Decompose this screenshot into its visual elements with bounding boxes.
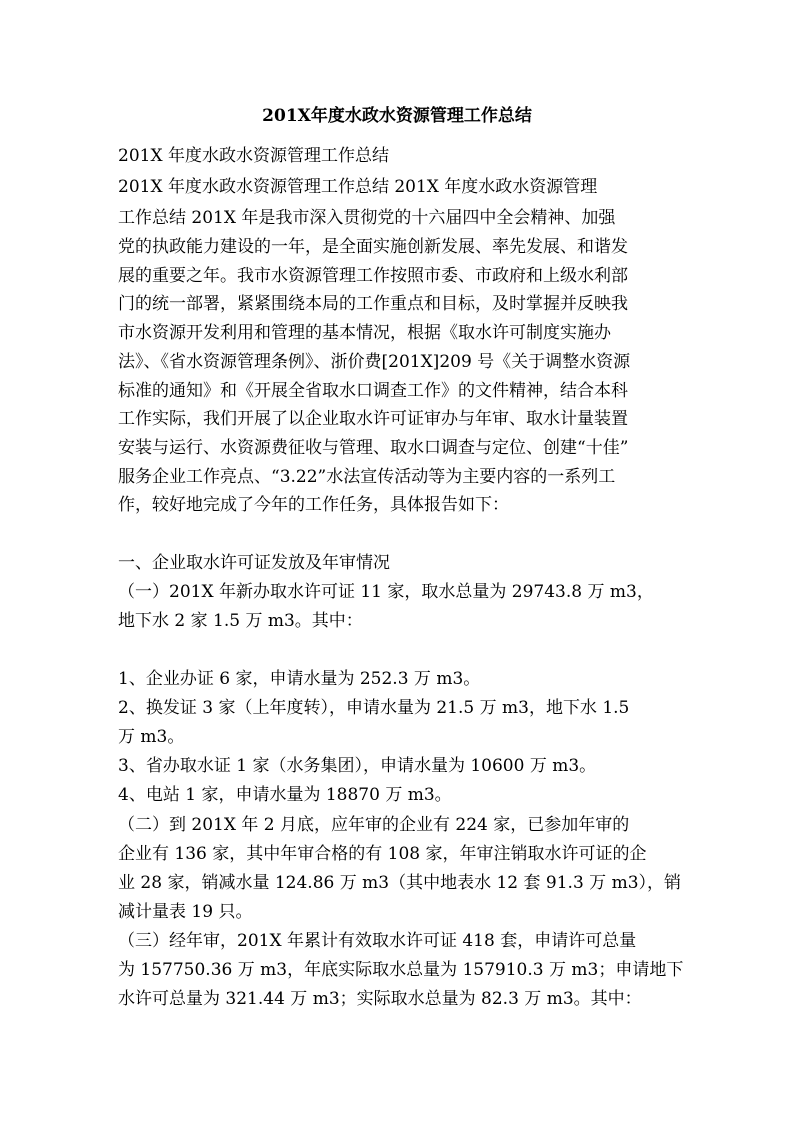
body-line: 万 m3。 <box>118 727 185 747</box>
body-line: 201X 年度水政水资源管理工作总结 201X 年度水政水资源管理 <box>118 177 598 197</box>
body-line: 服务企业工作亮点、“3.22”水法宣传活动等为主要内容的一系列工 <box>118 467 616 487</box>
body-line: （二）到 201X 年 2 月底，应年审的企业有 224 家，已参加年审的 <box>118 815 630 835</box>
body-line: 工作实际，我们开展了以企业取水许可证审办与年审、取水计量装置 <box>118 409 628 429</box>
body-line: 地下水 2 家 1.5 万 m3。其中： <box>118 611 363 631</box>
body-line: 安装与运行、水资源费征收与管理、取水口调查与定位、创建“十佳” <box>118 438 629 458</box>
body-line: 展的重要之年。我市水资源管理工作按照市委、市政府和上级水利部 <box>118 266 628 286</box>
body-line: 3、省办取水证 1 家（水务集团），申请水量为 10600 万 m3。 <box>118 756 597 776</box>
body-line: （一）201X 年新办取水许可证 11 家，取水总量为 29743.8 万 m3， <box>118 582 654 602</box>
body-line: （三）经年审，201X 年累计有效取水许可证 418 套，申请许可总量 <box>118 931 637 951</box>
body-line: 业 28 家，销减水量 124.86 万 m3（其中地表水 12 套 91.3 万 m3），销 <box>118 873 682 893</box>
body-line: 市水资源开发利用和管理的基本情况，根据《取水许可制度实施办 <box>118 323 611 343</box>
body-line: 企业有 136 家，其中年审合格的有 108 家，年审注销取水许可证的企 <box>118 844 647 864</box>
body-line: 水许可总量为 321.44 万 m3；实际取水总量为 82.3 万 m3。其中： <box>118 989 642 1009</box>
body-line: 4、电站 1 家，申请水量为 18870 万 m3。 <box>118 785 452 805</box>
body-line: 党的执政能力建设的一年，是全面实施创新发展、率先发展、和谐发 <box>118 237 628 257</box>
body-line: 作，较好地完成了今年的工作任务，具体报告如下： <box>118 495 509 515</box>
body-line: 门的统一部署，紧紧围绕本局的工作重点和目标，及时掌握并反映我 <box>118 294 628 314</box>
body-line: 标准的通知》和《开展全省取水口调查工作》的文件精神，结合本科 <box>118 381 628 401</box>
body-line: 减计量表 19 只。 <box>118 902 253 922</box>
body-line: 1、企业办证 6 家，申请水量为 252.3 万 m3。 <box>118 669 481 689</box>
body-line: 2、换发证 3 家（上年度转），申请水量为 21.5 万 m3，地下水 1.5 <box>118 698 630 718</box>
body-line: 201X 年度水政水资源管理工作总结 <box>118 146 389 166</box>
body-line: 法》、《省水资源管理条例》、浙价费[201X]209 号《关于调整水资源 <box>118 352 631 372</box>
document-title: 201X年度水政水资源管理工作总结 <box>262 106 532 126</box>
body-line: 为 157750.36 万 m3，年底实际取水总量为 157910.3 万 m3；申请地下 <box>118 960 684 980</box>
body-line: 工作总结 201X 年是我市深入贯彻党的十六届四中全会精神、加强 <box>118 208 616 228</box>
body-line: 一、企业取水许可证发放及年审情况 <box>118 553 390 573</box>
